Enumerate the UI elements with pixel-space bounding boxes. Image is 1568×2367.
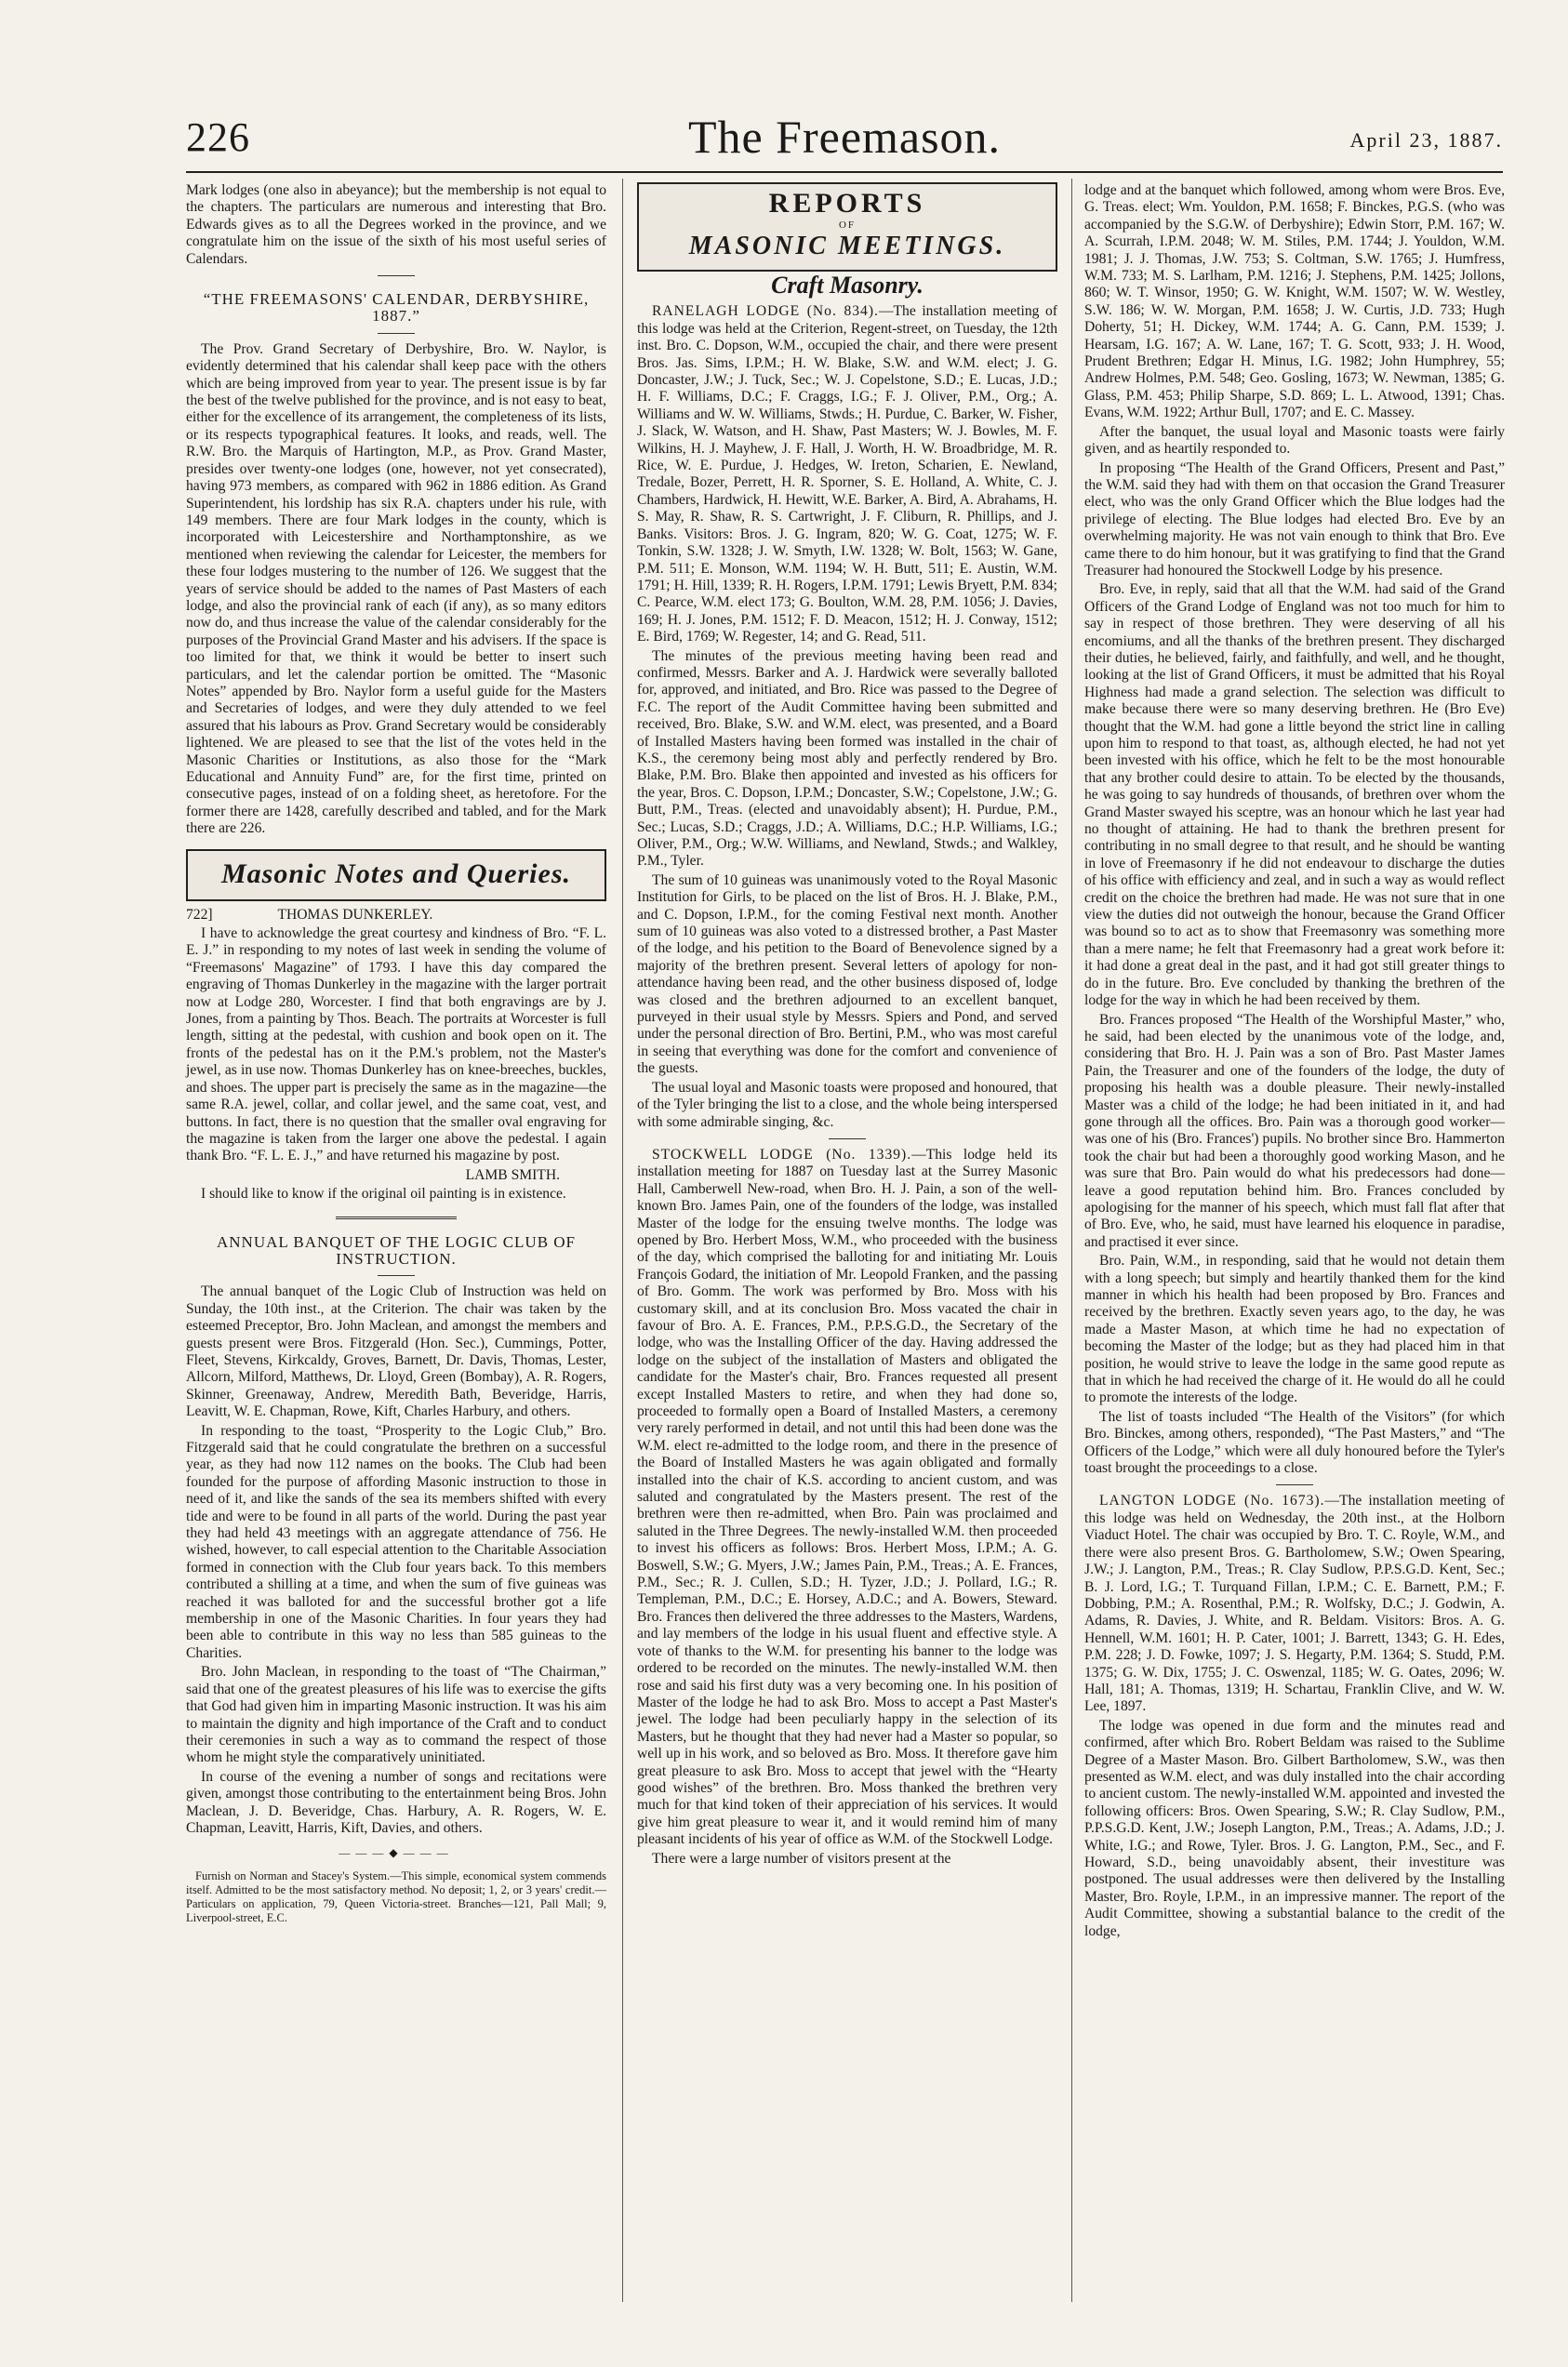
- query-title: THOMAS DUNKERLEY.: [277, 906, 433, 923]
- banquet-paragraph: In course of the evening a number of songs and recitations were given, amongst those contributing to the entertainment being Bros. John Maclean, J. D. Beveridge, Chas. Harbury, A. R. Rogers, W. E. Chapman, Leavitt, Harris, Kift, Davies, and others.: [186, 1768, 606, 1836]
- section-rule: [1276, 1484, 1313, 1485]
- column-divider: [622, 179, 623, 2302]
- column-3: [1084, 182, 1505, 1942]
- section-rule: [378, 333, 415, 334]
- intro-paragraph: Mark lodges (one also in abeyance); but the membership is not equal to the chapters. The particulars are numerous and interesting that Bro. Edwards gives as to all the Degrees worked in the province, and we congratulate him on the issue of the sixth of his most useful series of Calendars.: [186, 182, 606, 267]
- column-2: [637, 182, 1057, 1869]
- ranelagh-paragraph: The usual loyal and Masonic toasts were proposed and honoured, that of the Tyler bringing the list to a close, and the whole being interspersed with some admirable singing, &c.: [637, 1079, 1057, 1130]
- masthead: [186, 110, 1503, 166]
- banquet-heading: ANNUAL BANQUET OF THE LOGIC CLUB OF INSTRUCTION.: [216, 1232, 577, 1268]
- column-1: [186, 182, 606, 1927]
- page-number: 226: [186, 114, 250, 160]
- reports-banner-line2: MASONIC MEETINGS.: [688, 232, 1006, 260]
- lodge-title: RANELAGH LODGE (No. 834).: [652, 303, 879, 320]
- stockwell-paragraph: There were a large number of visitors present at the: [652, 1850, 951, 1867]
- ranelagh-paragraph: The minutes of the previous meeting having been read and confirmed, Messrs. Barker and A. J. Hardwick were severally balloted for, approved, and initiated, and Bro. Rice was passed to the Degree of F.C. The report of the Audit Committee having been submitted and received, Bro. Blake, S.W. and W.M. elect, was presented, and a Board of Installed Masters having been formed was installed in the chair of K.S., the ceremony being most ably and perfectly rendered by Bro. Blake, P.M. Bro. Blake then appointed and invested as his officers for the year, Bros. C. Dopson, I.P.M.; Doncaster, S.W.; Copelstone, J.W.; G. Butt, P.M., Treas. (elected and unavoidably absent); H. Purdue, P.M., Sec.; Lucas, S.D.; Craggs, J.D.; A. Williams, D.C.; H.P. Williams, I.G.; Oliver, P.M., Org.; W.W. Williams, and Newland, Stwds.; and Walkley, P.M., Tyler.: [637, 647, 1057, 870]
- query-number: 722]: [186, 906, 213, 923]
- masonic-notes-banner: [186, 849, 606, 901]
- lodge-title: LANGTON LODGE (No. 1673).: [1099, 1493, 1325, 1509]
- lodge-report-text: —The installation meeting of this lodge was held on Wednesday, the 20th inst., at the Holborn Viaduct Hotel. The chair was occupied by Bro. T. C. Royle, W.M., and there were also present Bros. G. Bartholomew, S.W.; Owen Spearing, J.W.; J. Langton, P.M., Treas.; R. Clay Sudlow, P.P.S.G.D. Kent, Sec.; B. J. Lord, I.G.; T. Turquand Fillan, I.P.M.; C. E. Barnett, P.M.; F. Dobbing, P.M.; A. Rosenthal, P.M.; R. Wolfsky, D.C.; J. Godwin, A. Adams, R. Davies, J. White, and R. Beldam. Visitors: Bros. A. G. Hennell, W.M. 1601; H. P. Cater, 1001; J. Barrett, 1343; G. H. Edes, P.M. 228; J. D. Fowke, 1097; J. S. Hegarty, P.M. 1364; S. Studd, P.M. 1375; G. W. Dix, 1755; J. C. Oswenzal, 1185; W. G. Oates, 2096; W. Hall, 181; A. Thomas, 1319; H. Schartau, Franklin Clive, and W. W. Lee, 1897.: [1084, 1493, 1505, 1715]
- ranelagh-paragraph: The sum of 10 guineas was unanimously voted to the Royal Masonic Institution for Girls, to be placed on the list of Bros. H. J. Blake, P.M., and C. Dopson, I.P.M., for the coming Festival next month. Another sum of 10 guineas was also voted to a distressed brother, a Past Master of the lodge, and his petition to the Board of Benevolence signed by a majority of the brethren present. Several letters of apology for non-attendance having been read, and the other business disposed of, lodge was closed and the brethren adjourned to an excellent banquet, purveyed in their usual style by Messrs. Spiers and Pond, and served under the personal direction of Bro. Bertini, P.M., who was most careful in seeing that everything was done for the comfort and convenience of the guests.: [637, 871, 1057, 1077]
- banquet-paragraph: In responding to the toast, “Prosperity to the Logic Club,” Bro. Fitzgerald said that he could congratulate the brethren on a successful year, as they had now 112 names on the books. The Club had been founded for the purpose of affording Masonic instruction to those in need of it, and like the sands of the sea its members shifted with every tide and were to be found in all parts of the world. During the past year they had held 43 meetings with an aggregate attendance of 756. He wished, however, to call especial attention to the Charitable Association formed in connection with the Club four years back. To this members contributed a shilling at a time, and when the sum of five guineas was reached it was balloted for and the successful brother got a life membership in one of the Masonic Charities. In four years they had been able to contribute in this way no less than 585 guineas to the Charities.: [186, 1422, 606, 1661]
- column-divider: [1071, 179, 1072, 2302]
- langton-report: [1084, 1493, 1505, 1715]
- ornament-divider: ———◆———: [339, 1846, 454, 1860]
- query-signature: LAMB SMITH.: [465, 1166, 560, 1183]
- reports-banner: [637, 182, 1057, 272]
- langton-paragraph: The lodge was opened in due form and the minutes read and confirmed, after which Bro. Robert Beldam was raised to the Sublime Degree of a Master Mason. Bro. Gilbert Bartholomew, S.W., was then presented as W.M. elect, and was duly installed into the chair according to ancient custom. The newly-installed W.M. appointed and invested the following officers: Bros. Owen Spearing, S.W.; R. Clay Sudlow, P.M., P.P.S.G.D. Kent, J.W.; Joseph Langton, P.M., Treas.; A. Adams, J.D.; J. White, I.G.; and Rowe, Tyler. Bros. J. G. Langton, P.M., Sec., and F. Howard, S.D., being unavoidably absent, their investiture was postponed. The usual addresses were then delivered by the Installing Master, Bro. Royle, I.P.M., in an impressive manner. The report of the Audit Committee, showing a substantial balance to the credit of the lodge,: [1084, 1717, 1505, 1939]
- reports-banner-line1: REPORTS: [768, 188, 926, 219]
- masthead-rule: [186, 171, 1503, 173]
- stockwell-report: [637, 1147, 1057, 1849]
- query-header: [186, 907, 606, 924]
- banquet-paragraph: The annual banquet of the Logic Club of Instruction was held on Sunday, the 10th inst., at the Criterion. The chair was taken by the esteemed Preceptor, Bro. John Maclean, and amongst the members and guests present were Bros. Fitzgerald (Hon. Sec.), Cummings, Potter, Fleet, Stevens, Kirkcaldy, Groves, Barnett, Dr. Davis, Thomas, Lester, Allcorn, Milford, Matthews, Dr. Lloyd, Green (Bombay), A. R. Rogers, Skinner, Greenaway, Andrew, Meredith Bath, Beveridge, Harris, Leavitt, W. E. Chapman, Rowe, Kift, Charles Harbury, and others.: [186, 1283, 606, 1420]
- advertisement: Furnish on Norman and Stacey's System.—This simple, economical system commends itself. Admitted to be the most satisfactory method. No deposit; 1, 2, or 3 years' credit.—Particulars on application, 79, Queen Victoria-street. Branches—121, Pall Mall; 9, Liverpool-street, E.C.: [186, 1868, 606, 1924]
- banner-title: Masonic Notes and Queries.: [220, 858, 572, 890]
- query-postscript: I should like to know if the original oil painting is in existence.: [201, 1186, 566, 1203]
- issue-date: April 23, 1887.: [1349, 128, 1503, 152]
- stockwell-paragraph: In proposing “The Health of the Grand Officers, Present and Past,” the W.M. said they had with them on that occasion the Grand Treasurer elect, who was the only Grand Officer which the Blue lodges had the privilege of electing. The Blue lodges had elected Bro. Eve by an overwhelming majority. He was not vain enough to think that Bro. Eve came there to do him honour, but it was gratifying to find that the Grand Treasurer had honoured the Stockwell Lodge by his presence.: [1084, 459, 1505, 578]
- lodge-report-text: —The installation meeting of this lodge was held at the Criterion, Regent-street, on Tuesday, the 12th inst. Bro. C. Dopson, W.M., occupied the chair, and there were present Bros. Jas. Sims, I.P.M.; H. W. Blake, S.W. and W.M. elect; J. G. Doncaster, J.W.; J. Tuck, Sec.; W. J. Copelstone, S.D.; E. Lucas, J.D.; H. F. Williams, D.C.; F. Craggs, I.G.; F. J. Oliver, P.M., Org.; A. Williams and W. W. Williams, Stwds.; H. Purdue, C. Barker, W. Fisher, J. Slack, W. Watson, and H. Shaw, Past Masters; W. J. Bowles, M. F. Wilkins, H. J. Mayhew, J. F. Hall, J. Worth, H. W. Broadbridge, M. R. Rice, W. E. Purdue, J. Hedges, W. Ireton, Scharien, E. Newland, Tredale, Bozer, Perrett, H. R. Sporner, S. E. Holland, A. White, C. J. Chambers, Hardwick, H. Hewitt, W.E. Barker, A. Bird, A. Abrahams, H. S. May, R. Shaw, R. S. Cartwright, J. F. Cliburn, R. Phillips, and J. Banks. Visitors: Bros. J. G. Ingram, 820; W. G. Coat, 1275; W. F. Tonkin, S.W. 1328; J. W. Smyth, I.W. 1328; W. Bolt, 1563; W. Gane, P.M. 511; E. Monson, W.M. 1194; W. H. Butt, 511; E. Austin, W.M. 1791; H. Hill, 1339; R. H. Rogers, I.P.M. 1791; Lewis Bryett, P.M. 834; C. Pearce, W.M. elect 173; G. Boulton, W.M. 28, P.M. 1056; J. Davies, 169; H. J. Jones, P.M. 1512; F. D. Meacon, 1512; H. J. Conway, 1512; E. Bird, 1769; W. Regester, 14; and G. Read, 511.: [637, 303, 1057, 645]
- ranelagh-report: [637, 303, 1057, 645]
- craft-masonry-heading: Craft Masonry.: [771, 272, 924, 299]
- section-rule: [829, 1138, 866, 1139]
- section-rule: [378, 1275, 415, 1276]
- lodge-title: STOCKWELL LODGE (No. 1339).: [652, 1146, 912, 1163]
- stockwell-continued: lodge and at the banquet which followed, among whom were Bros. Eve, G. Treas. elect; Wm. Youldon, P.M. 1658; F. Binckes, P.G.S. (who was accompanied by the S.G.W. of Derbyshire); Edwin Storr, P.M. 167; W. A. Scurrah, I.P.M. 2048; W. M. Stiles, P.M. 1744; J. Youldon, W.M. 1981; J. J. Thomas, J.W. 753; S. Coltman, S.W. 1765; J. Humfress, W.M. 733; M. S. Larlham, P.M. 1216; J. Stephens, P.M. 1425; Jollons, 860; W. T. Winsor, 1950; G. W. Knight, W.M. 1507; W. W. Westley, S.W. 186; W. W. Morgan, P.M. 1658; J. W. Curtis, J.D. 733; Hugh Doherty, 51; H. Dickey, W.M. 1744; A. G. Cann, P.M. 1539; J. Hearsam, I.G. 167; A. W. Lane, 167; T. G. Scott, 933; J. H. Wood, Prudent Brethren; Edgar H. Minus, I.G. 1982; John Humphrey, 55; Andrew Holmes, P.M. 548; Geo. Gosling, 1673; W. Newman, 1385; G. Glass, P.M. 453; Philip Sharpe, S.D. 869; L. L. Atwood, 1391; Chas. Evans, W.M. 1922; Arthur Bull, 1707; and E. C. Massey.: [1084, 182, 1505, 421]
- lodge-report-text: —This lodge held its installation meeting for 1887 on Tuesday last at the Surrey Masonic Hall, Camberwell New-road, when Bro. H. J. Pain, a son of the well-known Bro. James Pain, one of the founders of the lodge, was installed Master of the lodge for the ensuing twelve months. The lodge was opened by Bro. Herbert Moss, W.M., who proceeded with the business of the day, which comprised the balloting for and initiating Mr. Louis François Godard, the initiation of Mr. Leopold Franken, and the passing of Bro. Gomm. The work was performed by Bro. Moss with his customary skill, and at its conclusion Bro. Moss vacated the chair in favour of Bro. A. E. Frances, P.M., P.P.S.G.D., the Secretary of the lodge, who was the Installing Officer of the day. Having addressed the lodge on the subject of the installation of Masters and obligated the candidate for the Master's chair, Bro. Frances requested all present except Installed Masters to retire, and when they had done so, proceeded to formally open a Board of Installed Masters, a ceremony very rarely performed in detail, and not until this had been done was the W.M. elect re-admitted to the lodge room, and there in the presence of the Board of Installed Masters he was again obligated and formally installed into the chair of K.S. according to ancient custom, and was saluted and congratulated by the Masters present. The rest of the brethren were then re-admitted, when Bro. Pain was proclaimed and saluted in the Three Degrees. The newly-installed W.M. then proceeded to invest his officers as follows: Bros. Herbert Moss, I.P.M.; A. G. Boswell, S.W.; G. Myers, J.W.; James Pain, P.M., Treas.; A. E. Frances, P.M., Sec.; R. J. Cullen, S.D.; H. Tyzer, J.D.; J. Pollard, I.G.; R. Templeman, P.M., D.C.; E. Horsey, A.D.C.; and A. Bowers, Steward. Bro. Frances then delivered the three addresses to the Masters, Wardens, and lay members of the lodge in his usual fluent and effective style. A vote of thanks to the W.M. for presenting his banner to the lodge was ordered to be recorded on the minutes. The newly-installed W.M. then rose and said his first duty was a very becoming one. In his position of Master of the lodge he had to ask Bro. Moss to accept a Past Master's jewel. The lodge had been peculiarly happy in the selection of its Masters, but he thought that they had never had a Master so popular, so well up in his work, and so beloved as Bro. Moss. It therefore gave him great pleasure to ask Bro. Moss to accept that jewel with the “Hearty good wishes” of the brethren. Bro. Moss thanked the brethren very much for that kind token of their appreciation of his services. It would give him great pleasure to wear it, and it would remind him of many pleasant incidents of his year of office as W.M. of the Stockwell Lodge.: [637, 1146, 1057, 1848]
- query-body: I have to acknowledge the great courtesy and kindness of Bro. “F. L. E. J.” in responding to my notes of last week in sending the volume of “Freemasons' Magazine” of 1793. I have this day compared the engraving of Thomas Dunkerley in the magazine with the larger portrait now at Lodge 280, Worcester. I find that both engravings are by J. Jones, from a painting by Thos. Beach. The portraits at Worcester is full length, sitting at the pedestal, with cushion and book open on it. The fronts of the pedestal has on it the P.M.'s problem, not the Master's jewel, as in use now. Thomas Dunkerley has on knee-breeches, buckles, and shoes. The upper part is precisely the same as in the magazine—the same R.A. jewel, collar, and collar jewel, and the same coat, vest, and buttons. In fact, there is no question that the smaller oval engraving for the magazine is taken from the larger one above the pedestal. I again thank Bro. “F. L. E. J.,” and have returned his magazine by post.: [186, 925, 606, 1164]
- calendar-heading: “THE FREEMASONS' CALENDAR, DERBYSHIRE, 1887.”: [203, 290, 590, 326]
- banquet-paragraph: Bro. John Maclean, in responding to the toast of “The Chairman,” said that one of the greatest pleasures of his life was to exercise the gifts that God had given him in imparting Masonic instruction. It was his aim to maintain the dignity and high importance of the Craft and to conduct their ceremonies in such a way as to command the respect of those whom he might style the comparatively uninitiated.: [186, 1664, 606, 1766]
- newspaper-title: The Freemason.: [687, 111, 1002, 163]
- section-rule: [336, 1217, 457, 1219]
- stockwell-paragraph: Bro. Pain, W.M., in responding, said that he would not detain them with a long speech; but simply and heartily thanked them for the kind manner in which his health had been proposed by Bro. Frances and received by the brethren. Exactly seven years ago, to the day, he was made a Master Mason, at which time he had no expectation of becoming the Master of the lodge; but as they had placed him in that position, he would strive to leave the lodge in the same good repute as that in which he had received the charge of it. He would do all he could to promote the interests of the lodge.: [1084, 1253, 1505, 1406]
- stockwell-paragraph: The list of toasts included “The Health of the Visitors” (for which Bro. Binckes, among others, responded), “The Past Masters,” and “The Officers of the Lodge,” which were all duly honoured before the Tyler's toast brought the proceedings to a close.: [1084, 1408, 1505, 1477]
- stockwell-paragraph: After the banquet, the usual loyal and Masonic toasts were fairly given, and as heartily responded to.: [1084, 423, 1505, 458]
- calendar-review: The Prov. Grand Secretary of Derbyshire, Bro. W. Naylor, is evidently determined that his calendar shall keep pace with the others which are being improved from year to year. The present issue is by far the best of the twelve published for the province, and is not easy to beat, either for the excellence of its arrangement, the completeness of its lists, or its respects typographical features. It looks, and reads, well. The R.W. Bro. the Marquis of Hartington, M.P., as Prov. Grand Master, presides over twenty-one lodges (one, however, not yet consecrated), having 973 members, as compared with 962 in 1886 edition. As Grand Superintendent, his lordship has six R.A. chapters under his rule, with 149 members. There are four Mark lodges in the county, which is incorporated with Leicestershire and Northamptonshire, as we mentioned when reviewing the calendar for Leicester, the members for these four lodges mustering to the number of 126. We suggest that the years of service should be added to the names of Past Masters of each lodge, and also the provincial rank of each (if any), as so many editors now do, and thus increase the value of the calendar considerably for the purposes of the Provincial Grand Master and his advisers. If the space is too limited for that, we think it would be better to insert such particulars, and let the calendar portion be omitted. The “Masonic Notes” appended by Bro. Naylor form a useful guide for the Masters and Secretaries of lodges, and were they duly attended to we feel assured that his labours as Prov. Grand Secretary would be considerably lightened. We are pleased to see that the list of the votes held in the Masonic Charities or Institutions, as also those for the “Mark Educational and Annuity Fund” are, for the first time, printed on consecutive pages, instead of on a folding sheet, as heretofore. For the former there are 1428, carefully described and tabled, and for the Mark there are 226.: [186, 340, 606, 837]
- section-rule: [378, 275, 415, 276]
- reports-banner-of: OF: [838, 219, 857, 231]
- stockwell-paragraph: Bro. Frances proposed “The Health of the Worshipful Master,” who, he said, had been elected by the unanimous vote of the lodge, and, considering that Bro. H. J. Pain was a son of Bro. Past Master James Pain, the Treasurer and one of the founders of the lodge, the duty of proposing his health was a double pleasure. Their newly-installed Master was a child of the lodge; he had been initiated in it, and had gone through all the offices. Bro. Pain was a thorough good worker—was one of his (Bro. Frances') pupils. No brother since Bro. Hammerton took the chair but had been a thoroughly good working Mason, and he was sure that Bro. Pain would do what his predecessors had done—leave a good reputation behind him. Bro. Frances concluded by apologising for the manner of his speech, which must fall flat after that of Bro. Eve, who, he said, must have learned his eloquence in paradise, and practised it ever since.: [1084, 1011, 1505, 1250]
- stockwell-paragraph: Bro. Eve, in reply, said that all that the W.M. had said of the Grand Officers of the Grand Lodge of England was not too much for him to say in respect of those brethren. They were deserving of all his encomiums, and all the thanks of the brethren present. They discharged their duties, he believed, fairly, and faithfully, and well, and he thought, looking at the list of Grand Officers, it must be admitted that his Royal Highness had made a grand selection. The selection was difficult to make because there were so many deserving brethren. He (Bro Eve) thought that the W.M. had gone a little beyond the strict line in calling upon him to respond to that toast, as, although elected, he had not yet been invested with his office, which he felt to be the most honourable that any brother could desire to attain. To be elected by the thousands, he was going to say hundreds of thousands, of brethren over whom the Grand Master swayed his sceptre, was an honour which he last year had no thought of attaining. He had to thank the brethren present for contributing in no small degree to that result, and he should be wanting in love of Freemasonry if he did not endeavour to discharge the duties of his office with efficiency and zeal, and in such a way as would reflect credit on the choice the brethren had made. He was not sure that in one view the duties did not outweigh the honour, because the Grand Officer was bound so to act as to show that Freemasonry was something more than a mere name; he felt that Freemasonry had a great work before it: it had done a great deal in the past, and it had got still greater things to do in the future. Bro. Eve concluded by thanking the brethren of the lodge for the way in which he had been received by them.: [1084, 581, 1505, 1009]
